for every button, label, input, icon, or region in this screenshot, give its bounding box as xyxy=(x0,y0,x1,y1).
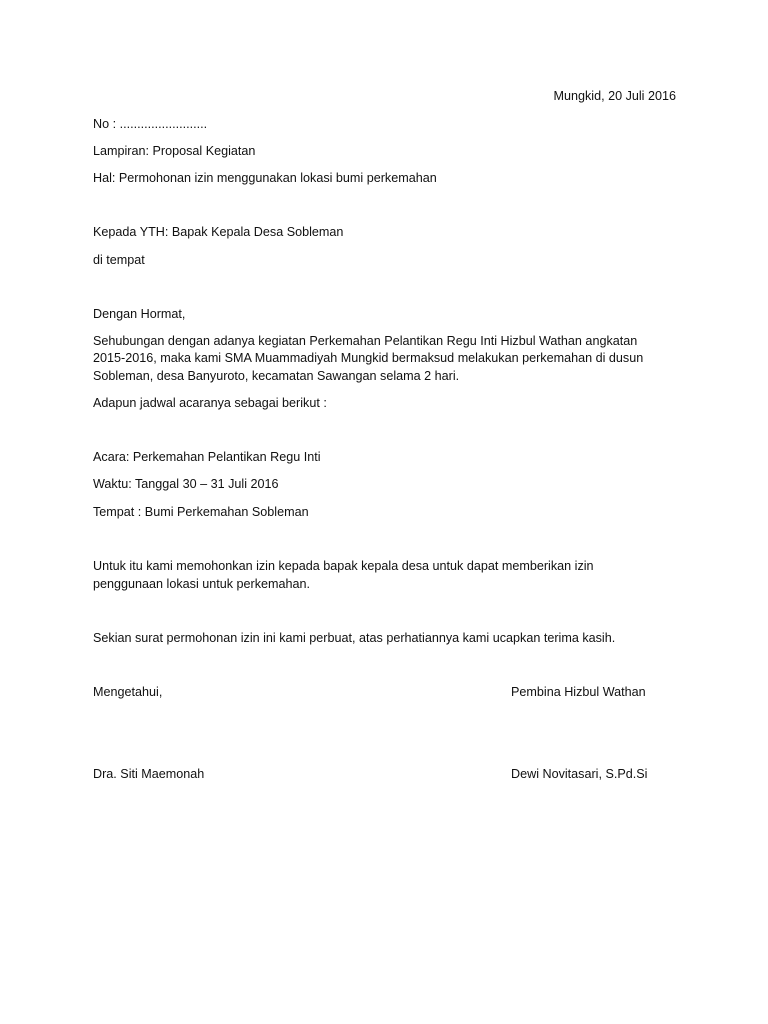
schedule-intro: Adapun jadwal acaranya sebagai berikut : xyxy=(93,396,327,410)
letter-date: Mungkid, 20 Juli 2016 xyxy=(553,89,676,103)
body-line-1: Sehubungan dengan adanya kegiatan Perkemahan Pelantikan Regu Inti Hizbul Wathan angkatan xyxy=(93,334,638,348)
signature-right-name: Dewi Novitasari, S.Pd.Si xyxy=(511,767,648,781)
request-line-2: penggunaan lokasi untuk perkemahan. xyxy=(93,577,311,591)
time-line: Waktu: Tanggal 30 – 31 Juli 2016 xyxy=(93,477,279,491)
letter-attachment: Lampiran: Proposal Kegiatan xyxy=(93,144,256,158)
signature-left-name: Dra. Siti Maemonah xyxy=(93,767,205,781)
letter-number: No : ......................... xyxy=(93,117,208,131)
letter-recipient: Kepada YTH: Bapak Kepala Desa Sobleman xyxy=(93,225,344,239)
letter-greeting: Dengan Hormat, xyxy=(93,307,186,321)
body-line-2: 2015-2016, maka kami SMA Muammadiyah Mungkid bermaksud melakukan perkemahan di dusun xyxy=(93,351,644,365)
closing-line: Sekian surat permohonan izin ini kami perbuat, atas perhatiannya kami ucapkan terima kasih. xyxy=(93,631,616,645)
body-line-3: Sobleman, desa Banyuroto, kecamatan Sawangan selama 2 hari. xyxy=(93,369,460,383)
place-line: Tempat : Bumi Perkemahan Sobleman xyxy=(93,505,309,519)
signature-right-title: Pembina Hizbul Wathan xyxy=(511,685,646,699)
request-line-1: Untuk itu kami memohonkan izin kepada bapak kepala desa untuk dapat memberikan izin xyxy=(93,559,594,573)
letter-recipient-place: di tempat xyxy=(93,253,145,267)
event-line: Acara: Perkemahan Pelantikan Regu Inti xyxy=(93,450,321,464)
letter-subject: Hal: Permohonan izin menggunakan lokasi bumi perkemahan xyxy=(93,171,437,185)
signature-left-title: Mengetahui, xyxy=(93,685,163,699)
